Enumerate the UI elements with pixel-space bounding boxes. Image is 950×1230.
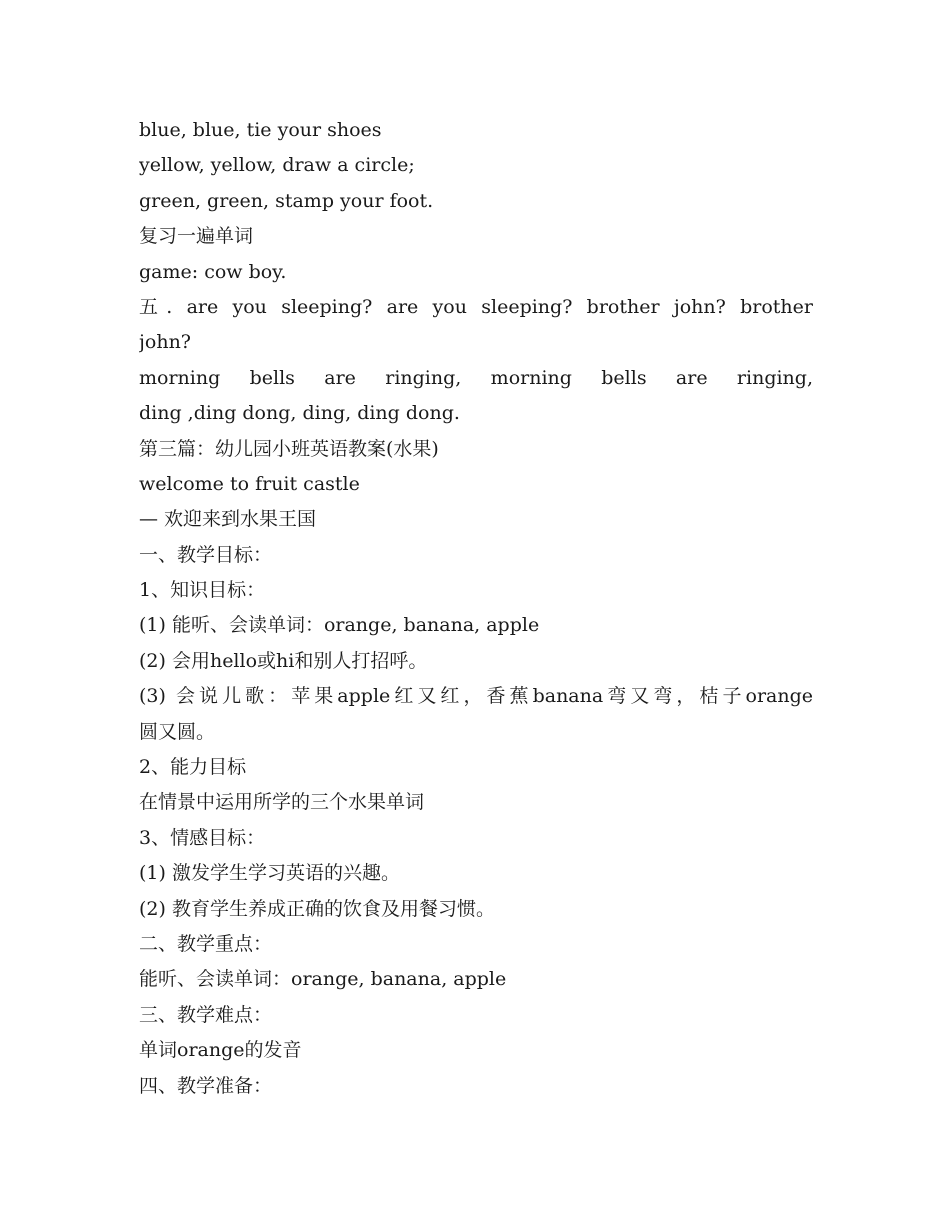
text-line: 一、教学目标： bbox=[139, 543, 273, 566]
text-line: 单词orange的发音 bbox=[139, 1039, 302, 1062]
text-line: (1) 激发学生学习英语的兴趣。 bbox=[139, 862, 400, 885]
text-line: 四、教学准备： bbox=[139, 1074, 273, 1097]
text-line: 五. are you sleeping? are you sleeping? brother john? brother bbox=[139, 295, 813, 318]
text-line: 能听、会读单词：orange, banana, apple bbox=[139, 968, 507, 991]
text-line: (2) 教育学生养成正确的饮食及用餐习惯。 bbox=[139, 897, 495, 920]
text-line: — 欢迎来到水果王国 bbox=[139, 508, 317, 531]
text-line: 圆又圆。 bbox=[139, 720, 216, 743]
text-line: 在情景中运用所学的三个水果单词 bbox=[139, 791, 425, 814]
text-line: 1、知识目标： bbox=[139, 579, 266, 602]
document-body bbox=[139, 113, 813, 1104]
text-line: 三、教学难点： bbox=[139, 1003, 273, 1026]
text-line: green, green, stamp your foot. bbox=[139, 189, 434, 212]
text-line: john? bbox=[139, 331, 191, 354]
text-line: 2、能力目标 bbox=[139, 756, 247, 779]
text-line: blue, blue, tie your shoes bbox=[139, 119, 382, 141]
text-line: yellow, yellow, draw a circle; bbox=[139, 154, 415, 177]
text-line: (2) 会用hello或hi和别人打招呼。 bbox=[139, 649, 428, 672]
text-line: game: cow boy. bbox=[139, 260, 287, 283]
text-line: 复习一遍单词 bbox=[139, 225, 254, 248]
text-line: 3、情感目标： bbox=[139, 826, 266, 849]
text-line: morning bells are ringing, morning bells are ringing, bbox=[139, 366, 813, 389]
section-heading: 第三篇：幼儿园小班英语教案(水果) bbox=[139, 437, 439, 460]
text-line: (1) 能听、会读单词：orange, banana, apple bbox=[139, 614, 540, 637]
text-line: welcome to fruit castle bbox=[139, 472, 360, 495]
text-line: 二、教学重点： bbox=[139, 932, 273, 955]
text-line: (3) 会说儿歌：苹果apple红又红，香蕉banana弯又弯，桔子orange bbox=[139, 685, 813, 708]
text-line: ding ,ding dong, ding, ding dong. bbox=[139, 402, 460, 425]
